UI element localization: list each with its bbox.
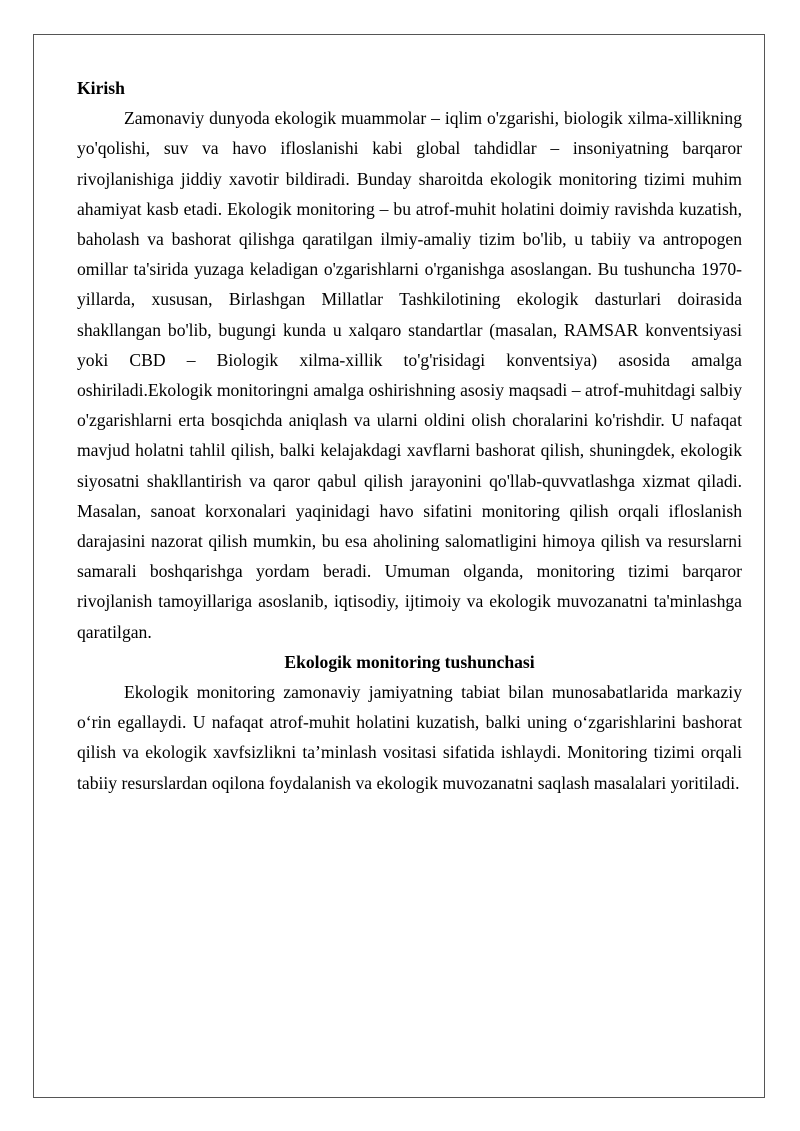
section-heading: Ekologik monitoring tushunchasi xyxy=(284,651,535,672)
intro-heading: Kirish xyxy=(77,78,125,98)
section-paragraph: Ekologik monitoring zamonaviy jamiyatning tabiat bilan munosabatlarida markaziy o‘rin egallaydi. U nafaqat atrof-muhit holatini kuzatish, balki uning o‘zgarishlarini bashorat qilish va ekologik xavfsizlikni ta’minlash vositasi sifatida ishlaydi. Monitoring tizimi orqali tabiiy resurslardan oqilona foydalanish va ekologik muvozanatni saqlash masalalari yoritiladi. xyxy=(77,682,742,793)
document-body xyxy=(77,73,742,798)
intro-paragraph: Zamonaviy dunyoda ekologik muammolar – iqlim o'zgarishi, biologik xilma-xillikning yo'qolishi, suv va havo ifloslanishi kabi global tahdidlar – insoniyatning barqaror rivojlanishiga jiddiy xavotir bildiradi. Bunday sharoitda ekologik monitoring tizimi muhim ahamiyat kasb etadi. Ekologik monitoring – bu atrof-muhit holatini doimiy ravishda kuzatish, baholash va bashorat qilishga qaratilgan ilmiy-amaliy tizim bo'lib, u tabiiy va antropogen omillar ta'sirida yuzaga keladigan o'zgarishlarni o'rganishga asoslangan. Bu tushuncha 1970-yillarda, xususan, Birlashgan Millatlar Tashkilotining ekologik dasturlari doirasida shakllangan bo'lib, bugungi kunda u xalqaro standartlar (masalan, RAMSAR konventsiyasi yoki CBD – Biologik xilma-xillik to'g'risidagi konventsiya) asosida amalga oshiriladi.Ekologik monitoringni amalga oshirishning asosiy maqsadi – atrof-muhitdagi salbiy o'zgarishlarni erta bosqichda aniqlash va ularni oldini olish choralarini ko'rishdir. U nafaqat mavjud holatni tahlil qilish, balki kelajakdagi xavflarni bashorat qilish, shuningdek, ekologik siyosatni shakllantirish va qaror qabul qilish jarayonini qo'llab-quvvatlashga xizmat qiladi. Masalan, sanoat korxonalari yaqinidagi havo sifatini monitoring qilish orqali ifloslanish darajasini nazorat qilish mumkin, bu esa aholining salomatligini himoya qilish va resurslarni samarali boshqarishga yordam beradi. Umuman olganda, monitoring tizimi barqaror rivojlanish tamoyillariga asoslanib, iqtisodiy, ijtimoiy va ekologik muvozanatni ta'minlashga qaratilgan. xyxy=(77,108,742,642)
